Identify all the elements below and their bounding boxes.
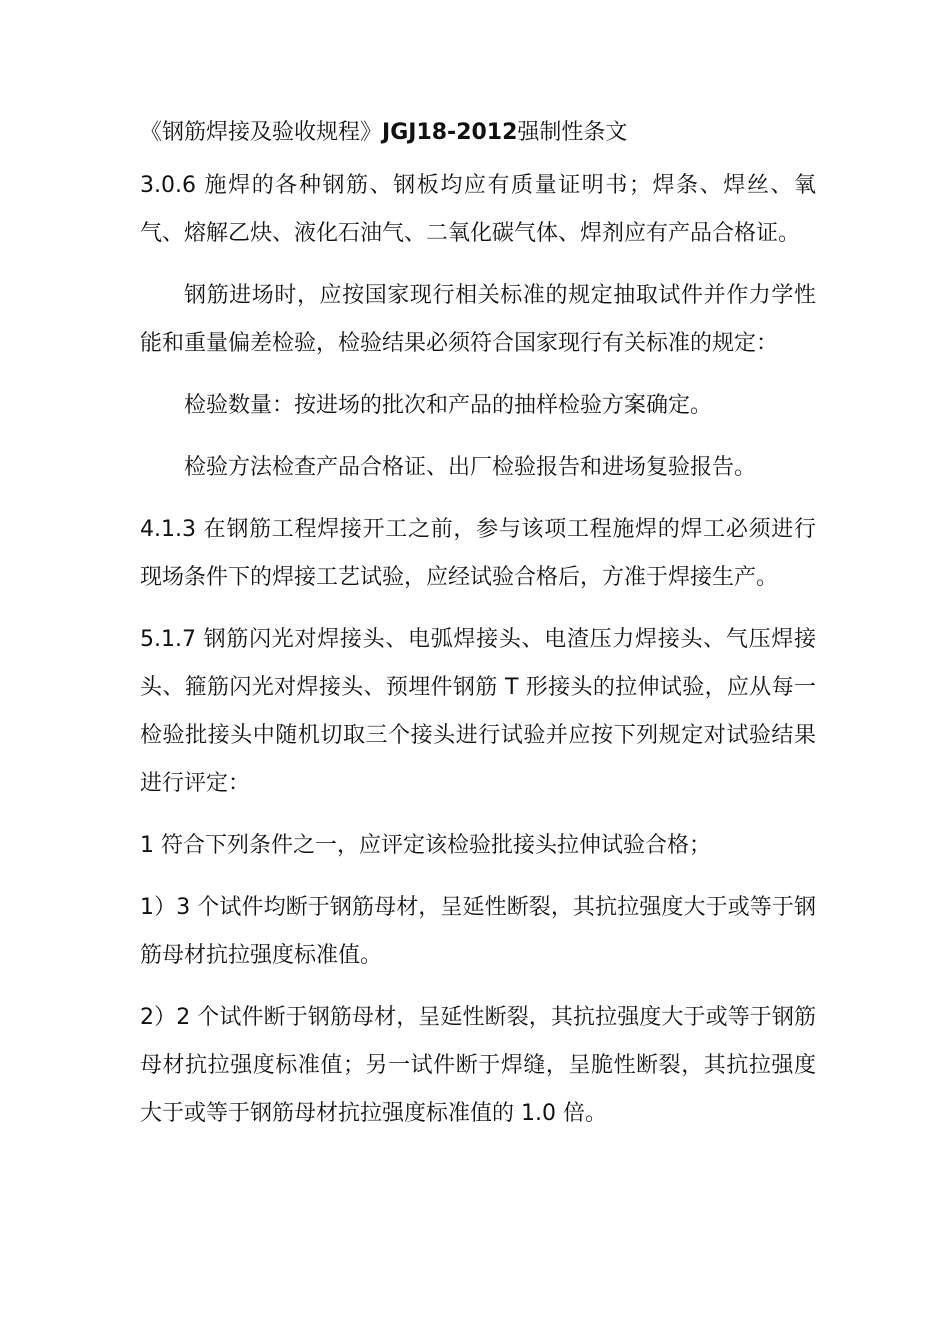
clause-5-1-7: 5.1.7 钢筋闪光对焊接头、电弧焊接头、电渣压力焊接头、气压焊接头、箍筋闪光对焊接头、预埋件钢筋 T 形接头的拉伸试验，应从每一检验批接头中随机切取三个接头进行试验并应按下列规定对试验结果进行评定： — [140, 627, 816, 796]
paragraph-inspection-method: 检验方法检查产品合格证、出厂检验报告和进场复验报告。 — [184, 455, 757, 480]
clause-3-0-6: 3.0.6 施焊的各种钢筋、钢板均应有质量证明书；焊条、焊丝、氧气、熔解乙炔、液化石油气、二氧化碳气体、焊剂应有产品合格证。 — [140, 173, 816, 246]
paragraph-rebar-entry: 钢筋进场时，应按国家现行相关标准的规定抽取试件并作力学性能和重量偏差检验，检验结果必须符合国家现行有关标准的规定： — [140, 283, 816, 356]
paragraph-inspection-quantity: 检验数量：按进场的批次和产品的抽样检验方案确定。 — [184, 393, 713, 418]
clause-subitem-1: 1）3 个试件均断于钢筋母材，呈延性断裂，其抗拉强度大于或等于钢筋母材抗拉强度标准值。 — [140, 895, 816, 968]
document-body — [140, 118, 816, 1152]
clause-item-1: 1 符合下列条件之一，应评定该检验批接头拉伸试验合格； — [140, 833, 711, 858]
title-prefix: 《钢筋焊接及验收规程》 — [140, 120, 383, 145]
clause-subitem-2: 2）2 个试件断于钢筋母材，呈延性断裂，其抗拉强度大于或等于钢筋母材抗拉强度标准值；另一试件断于焊缝，呈脆性断裂，其抗拉强度大于或等于钢筋母材抗拉强度标准值的 1.0 倍。 — [140, 1005, 816, 1126]
document-title — [140, 118, 816, 148]
title-code: JGJ18-2012 — [382, 120, 518, 145]
clause-4-1-3: 4.1.3 在钢筋工程焊接开工之前，参与该项工程施焊的焊工必须进行现场条件下的焊接工艺试验，应经试验合格后，方准于焊接生产。 — [140, 517, 816, 590]
title-suffix: 强制性条文 — [517, 120, 628, 145]
